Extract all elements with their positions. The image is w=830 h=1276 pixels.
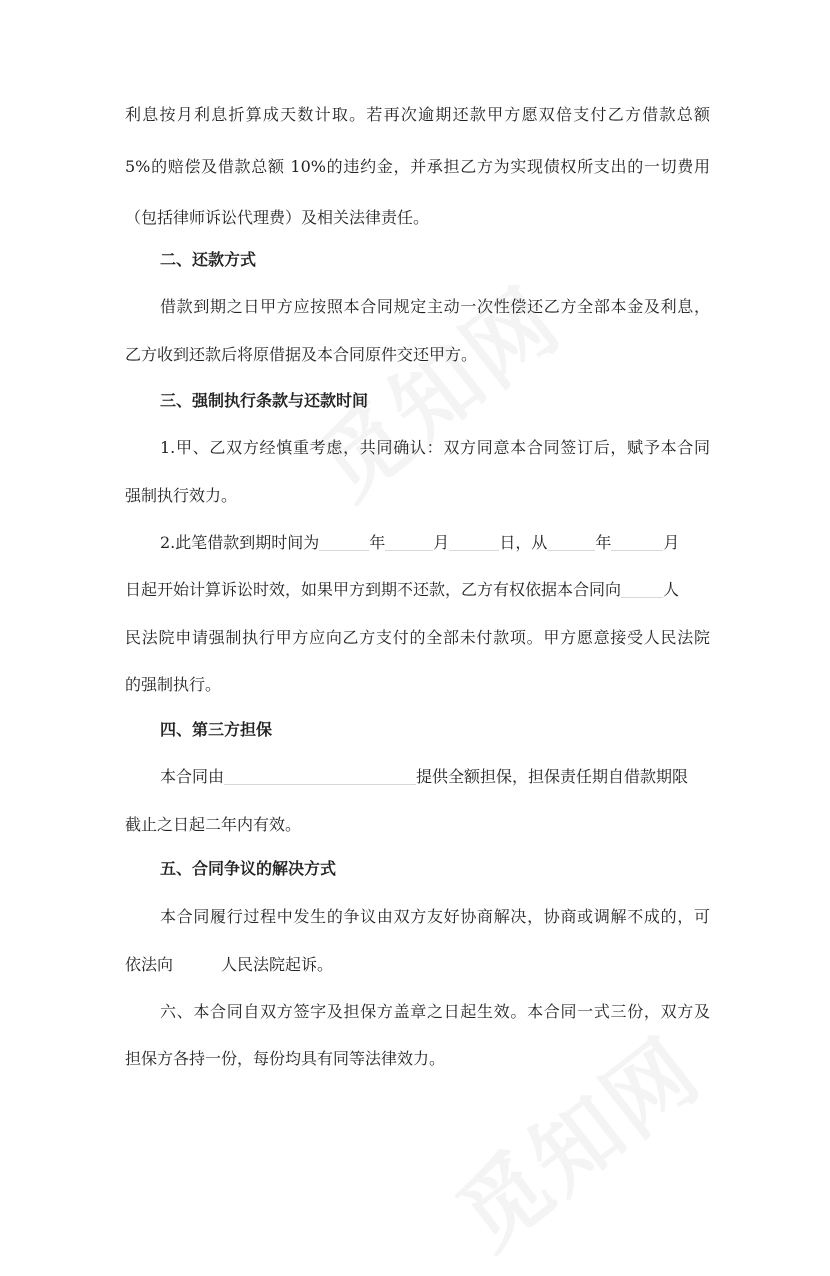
item2-line2-text: 日起开始计算诉讼时效，如果甲方到期不还款，乙方有权依据本合同向 xyxy=(125,580,622,599)
blank-court-1[interactable] xyxy=(621,579,663,598)
blank-year-1[interactable] xyxy=(319,532,369,551)
month-label-2: 月 xyxy=(663,533,680,552)
section4-text-a: 本合同由 xyxy=(160,767,225,786)
section2-line1: 借款到期之日甲方应按照本合同规定主动一次性偿还乙方全部本金及利息， xyxy=(160,297,710,316)
year-label-2: 年 xyxy=(595,533,612,552)
month-label-1: 月 xyxy=(433,533,450,552)
blank-month-1[interactable] xyxy=(385,532,433,551)
item2-line2-tail: 人 xyxy=(663,580,680,599)
para1-line1: 利息按月利息折算成天数计取。若再次逾期还款甲方愿双倍支付乙方借款总额 xyxy=(125,105,710,124)
blank-day-1[interactable] xyxy=(449,532,499,551)
section5-heading: 五、合同争议的解决方式 xyxy=(160,859,337,878)
section3-heading: 三、强制执行条款与还款时间 xyxy=(160,391,369,410)
section3-item2-line2 xyxy=(125,578,710,602)
section3-item1-line2: 强制执行效力。 xyxy=(125,486,238,505)
section4-heading: 四、第三方担保 xyxy=(160,720,273,739)
section4-text-b: 提供全额担保，担保责任期自借款期限 xyxy=(416,767,689,786)
item2-text: 2.此笔借款到期时间为 xyxy=(160,533,320,552)
section5-line1: 本合同履行过程中发生的争议由双方友好协商解决，协商或调解不成的，可 xyxy=(160,907,710,926)
year-label-1: 年 xyxy=(369,533,386,552)
section5-line2 xyxy=(125,953,710,977)
blank-year-2[interactable] xyxy=(547,532,595,551)
blank-month-2[interactable] xyxy=(611,532,663,551)
day-label-1: 日，从 xyxy=(499,533,548,552)
blank-guarantor[interactable] xyxy=(224,766,416,785)
section6-line1: 六、本合同自双方签字及担保方盖章之日起生效。本合同一式三份，双方及 xyxy=(160,1002,710,1021)
section2-line2: 乙方收到还款后将原借据及本合同原件交还甲方。 xyxy=(125,345,478,364)
para1-line2: 5%的赔偿及借款总额 10%的违约金，并承担乙方为实现债权所支出的一切费用 xyxy=(125,157,710,176)
section3-item2-line1 xyxy=(160,531,710,555)
section3-item2-line3: 民法院申请强制执行甲方应向乙方支付的全部未付款项。甲方愿意接受人民法院 xyxy=(125,628,710,647)
section6-line2: 担保方各持一份，每份均具有同等法律效力。 xyxy=(125,1049,446,1068)
section3-item1-line1: 1.甲、乙双方经慎重考虑，共同确认：双方同意本合同签订后，赋予本合同 xyxy=(160,438,710,457)
section2-heading: 二、还款方式 xyxy=(160,250,257,269)
section4-line2: 截止之日起二年内有效。 xyxy=(125,815,302,834)
para1-line3: （包括律师诉讼代理费）及相关法律责任。 xyxy=(125,208,430,227)
section4-line1 xyxy=(160,765,710,789)
section3-item2-line4: 的强制执行。 xyxy=(125,675,222,694)
section5-text-a: 依法向 xyxy=(125,955,174,974)
section5-text-b: 人民法院起诉。 xyxy=(221,955,334,974)
